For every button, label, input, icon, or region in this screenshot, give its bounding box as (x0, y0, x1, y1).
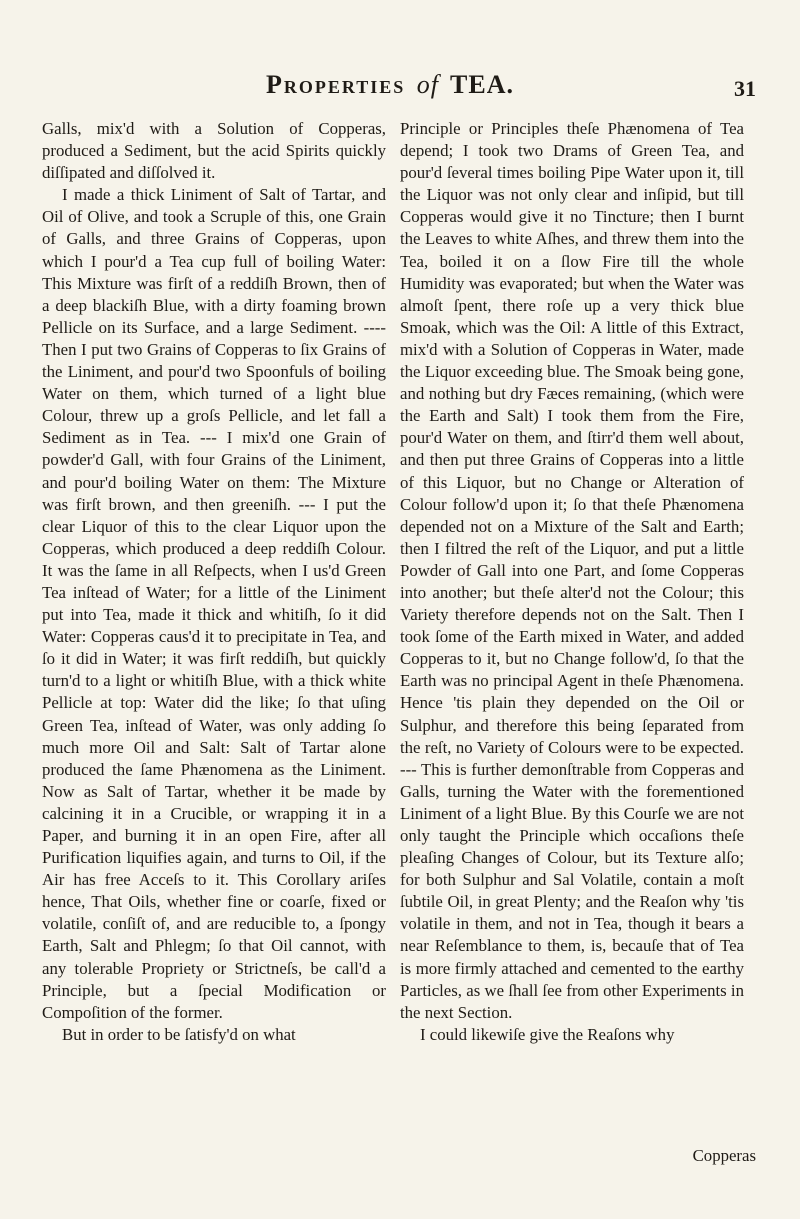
header-title-subject: TEA. (450, 70, 514, 99)
right-paragraph-1: Principle or Principles theſe Phænomena of Tea depend; I took two Drams of Green Tea, and pour'd ſeveral times boiling Pipe Water upon it, till the Liquor was not only clear and inſipid, but till Copperas would give it no Tincture; then I burnt the Leaves to white Aſhes, and threw them into the Tea, boiled it on a ſlow Fire till the whole Humidity was evaporated; but when the Water was almoſt ſpent, there roſe up a very thick blue Smoak, which was the Oil: A little of this Extract, mix'd with a Solution of Copperas in Water, made the Liquor exceeding blue. The Smoak being gone, and nothing but dry Fæces remaining, (which were the Earth and Salt) I took them from the Fire, pour'd Water on them, and ſtirr'd them well about, and then put three Grains of Copperas into a little of this Liquor, but no Change or Alteration of Colour follow'd upon it; ſo that theſe Phænomena depended not on a Mixture of the Salt and Earth; then I filtred the reſt of the Liquor, and put a little Powder of Gall into one Part, and ſome Copperas into another; but theſe alter'd not the Colour; this Variety therefore depends not on the Salt. Then I took ſome of the Earth mixed in Water, and added Copperas to it, but no Change follow'd, ſo that the Earth was no principal Agent in theſe Phænomena. Hence 'tis plain they depended on the Oil or Sulphur, and therefore this being ſeparated from the reſt, no Variety of Colours were to be expected. --- This is further demonſtrable from Copperas and Galls, turning the Water with the forementioned Liniment of a light Blue. By this Courſe we are not only taught the Principle which occaſions theſe pleaſing Changes of Colour, but its Texture alſo; for both Sulphur and Sal Volatile, contain a moſt ſubtile Oil, in great Plenty; and the Reaſon why 'tis volatile in them, and not in Tea, though it bears a near Reſemblance to them, is, becauſe that of Tea is more firmly attached and cemented to the earthy Particles, as we ſhall ſee from other Experiments in the next Section. (400, 119, 744, 1022)
catchword: Copperas (692, 1146, 756, 1165)
left-paragraph-1: Galls, mix'd with a Solution of Copperas, produced a Sediment, but the acid Spirits quickly diſſipated and diſſolved it. (42, 119, 386, 183)
right-column (400, 118, 744, 1046)
left-paragraph-3: But in order to be ſatisfy'd on what (62, 1024, 296, 1044)
header-title-of: of (416, 70, 439, 99)
page-number: 31 (734, 76, 756, 101)
header-title-prefix: Properties (265, 70, 406, 99)
left-column (42, 118, 386, 1046)
right-paragraph-2: I could likewiſe give the Reaſons why (420, 1024, 675, 1044)
left-paragraph-2: I made a thick Liniment of Salt of Tartar, and Oil of Olive, and took a Scruple of this, one Grain of Galls, and three Grains of Copperas, upon which I pour'd a Tea cup full of boiling Water: This Mixture was firſt of a reddiſh Brown, then of a deep blackiſh Blue, with a dirty foaming brown Pellicle on its Surface, and a large Sediment. ---- Then I put two Grains of Copperas to ſix Grains of the Liniment, and pour'd two Spoonfuls of boiling Water on them, which turned of a light blue Colour, threw up a groſs Pellicle, and let fall a Sediment as in Tea. --- I mix'd one Grain of powder'd Gall, with four Grains of the Liniment, and pour'd boiling Water on them: The Mixture was firſt brown, and then greeniſh. --- I put the clear Liquor of this to the clear Liquor upon the Copperas, which produced a deep reddiſh Colour. It was the ſame in all Reſpects, when I us'd Green Tea inſtead of Water; for a little of the Liniment put into Tea, made it thick and whitiſh, ſo it did Water: Copperas caus'd it to precipitate in Tea, and ſo it did in Water; it was firſt reddiſh, but quickly turn'd to a light or whitiſh Blue, with a thick white Pellicle at top: Water did the like; ſo that uſing Green Tea, inſtead of Water, was only adding ſo much more Oil and Salt: Salt of Tartar alone produced the ſame Phænomena as the Liniment. Now as Salt of Tartar, whether it be made by calcining it in a Crucible, or wrapping it in a Paper, and burning it in an open Fire, after all Purification liquifies again, and turns to Oil, if the Air has free Acceſs to it. This Corollary ariſes hence, That Oils, whether fine or coarſe, fixed or volatile, conſiſt of, and are reducible to, a ſpongy Earth, Salt and Phlegm; ſo that Oil cannot, with any tolerable Propriety or Strictneſs, be call'd a Principle, but a ſpecial Modification or Compoſition of the former. (42, 185, 386, 1022)
running-header (230, 70, 550, 100)
